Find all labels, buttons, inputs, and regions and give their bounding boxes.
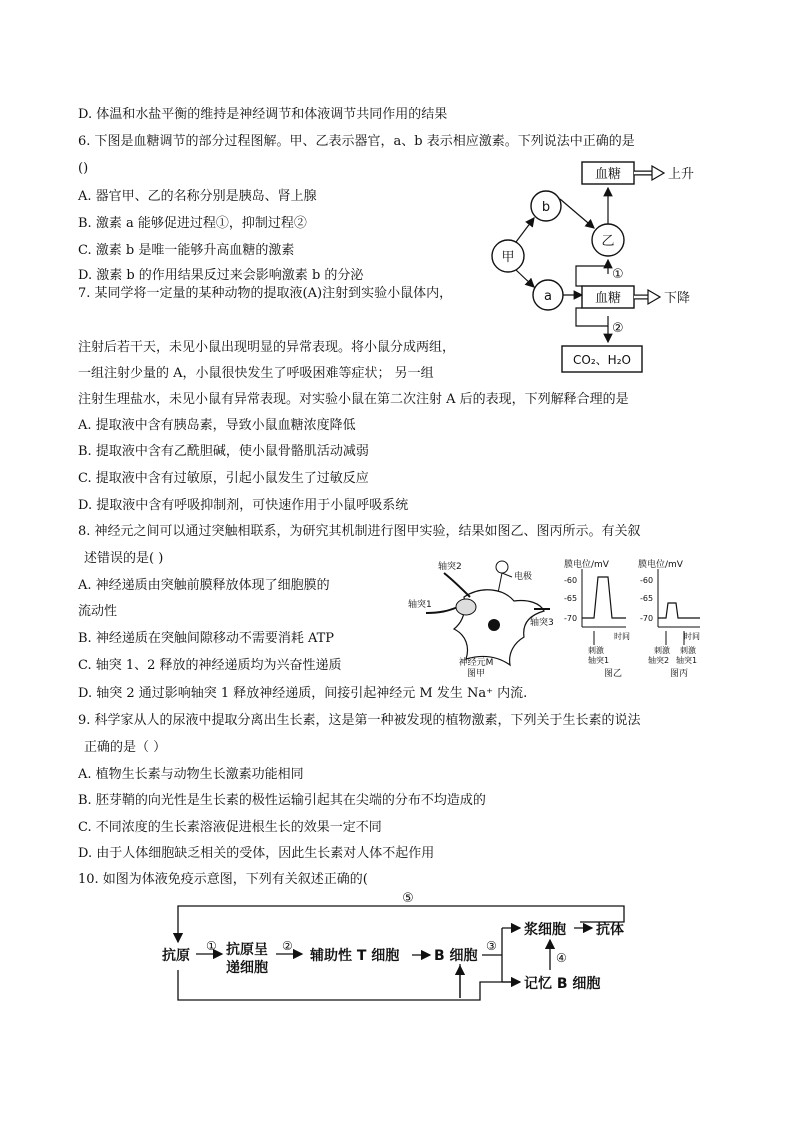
fig-c-stim-1: 刺激 xyxy=(654,646,670,655)
step1-immune-label: ① xyxy=(206,939,217,953)
fig-jia-label: 图甲 xyxy=(466,669,486,679)
fig-c-tick-60: -60 xyxy=(640,576,654,585)
q7-option-b: B. 提取液中含有乙酰胆碱，使小鼠骨骼肌活动减弱 xyxy=(78,444,369,459)
fig-b-trace xyxy=(582,577,626,618)
electrode-icon xyxy=(496,561,508,573)
fig-c-axon2: 轴突2 xyxy=(648,656,670,665)
hormone-b-label: b xyxy=(541,200,551,215)
electrode-label: 电极 xyxy=(514,572,533,582)
organ-yi-label: 乙 xyxy=(601,234,615,249)
fig-c-axon1: 轴突1 xyxy=(676,656,698,665)
q5-option-d: D. 体温和水盐平衡的维持是神经调节和体液调节共同作用的结果 xyxy=(78,107,448,122)
fall-arrow-icon xyxy=(648,290,660,304)
fig-b-tick-65: -65 xyxy=(564,594,578,603)
axon2-label: 轴突2 xyxy=(438,562,462,572)
q7-stem-2: 注射后若干天，未见小鼠出现明显的异常表现。将小鼠分成两组， xyxy=(78,340,456,355)
step2-label: ② xyxy=(612,321,624,336)
q6-option-c: C. 激素 b 是唯一能够升高血糖的激素 xyxy=(78,243,295,258)
fig-c-label: 图丙 xyxy=(670,669,689,679)
q9-option-b: B. 胚芽鞘的向光性是生长素的极性运输引起其在尖端的分布不均造成的 xyxy=(78,793,486,808)
apc-label-2: 递细胞 xyxy=(226,960,268,976)
b-cell-label: B 细胞 xyxy=(434,948,478,964)
q9-stem-1: 9. 科学家从人的尿液中提取分离出生长素，这是第一种被发现的植物激素，下列关于生长素的说法 xyxy=(78,713,641,728)
apc-label-1: 抗原呈 xyxy=(226,942,268,958)
glucose-regulation-diagram xyxy=(484,156,714,378)
q9-option-a: A. 植物生长素与动物生长激素功能相同 xyxy=(78,767,304,782)
q6-option-a: A. 器官甲、乙的名称分别是胰岛、肾上腺 xyxy=(78,189,317,204)
axon3-label: 轴突3 xyxy=(530,618,554,628)
fig-b-tick-60: -60 xyxy=(564,576,578,585)
step4-label: ④ xyxy=(556,951,567,965)
fig-c-tick-70: -70 xyxy=(640,614,654,623)
fig-c-tick-65: -65 xyxy=(640,594,654,603)
memory-b-label: 记忆 B 细胞 xyxy=(524,976,601,992)
fig-b-ylabel: 膜电位/mV xyxy=(564,560,609,570)
organ-jia-label: 甲 xyxy=(501,250,515,265)
q8-stem-2: 述错误的是( ) xyxy=(84,551,164,566)
step3-label: ③ xyxy=(486,939,497,953)
fig-c-stim-2: 刺激 xyxy=(680,646,696,655)
q7-option-c: C. 提取液中含有过敏原，引起小鼠发生了过敏反应 xyxy=(78,471,369,486)
axon1-label: 轴突1 xyxy=(408,600,432,610)
th-cell-label: 辅助性 T 细胞 xyxy=(310,948,400,964)
humoral-immunity-diagram xyxy=(160,888,680,1008)
neuron-m-label: 神经元M xyxy=(458,658,494,668)
rise-arrow-icon xyxy=(652,166,664,180)
step2-immune-label: ② xyxy=(282,939,293,953)
products-label: CO₂、H₂O xyxy=(573,353,631,367)
hormone-a-label: a xyxy=(544,289,552,304)
q8-option-a-cont: 流动性 xyxy=(78,604,118,619)
antigen-label: 抗原 xyxy=(162,948,190,964)
fig-c-trace xyxy=(658,603,700,618)
q7-stem-1: 7. 某同学将一定量的某种动物的提取液(A)注射到实验小鼠体内， xyxy=(78,286,453,301)
q8-option-d: D. 轴突 2 通过影响轴突 1 释放神经递质，间接引起神经元 M 发生 Na⁺ 内流. xyxy=(78,686,528,701)
q7-option-d: D. 提取液中含有呼吸抑制剂，可快速作用于小鼠呼吸系统 xyxy=(78,498,409,513)
fig-c-time: 时间 xyxy=(684,632,700,641)
q7-stem-3: 一组注射少量的 A，小鼠很快发生了呼吸困难等症状； 另一组 xyxy=(78,366,434,381)
q9-stem-2: 正确的是（ ） xyxy=(84,740,167,755)
q8-option-c: C. 轴突 1、2 释放的神经递质均为兴奋性递质 xyxy=(78,658,342,673)
synapse-experiment-diagram xyxy=(404,555,704,680)
q6-option-b: B. 激素 a 能够促进过程①，抑制过程② xyxy=(78,216,307,231)
fall-label: 下降 xyxy=(664,291,691,306)
q10-stem: 10. 如图为体液免疫示意图，下列有关叙述正确的( xyxy=(78,872,368,887)
step5-label: ⑤ xyxy=(402,891,414,906)
q8-stem-1: 8. 神经元之间可以通过突触相联系，为研究其机制进行图甲实验，结果如图乙、图丙所示。有关叙 xyxy=(78,524,641,539)
fig-b-axon1: 轴突1 xyxy=(588,656,610,665)
rise-label: 上升 xyxy=(668,167,695,182)
q7-option-a: A. 提取液中含有胰岛素，导致小鼠血糖浓度降低 xyxy=(78,418,356,433)
q8-option-b: B. 神经递质在突触间隙移动不需要消耗 ATP xyxy=(78,631,335,646)
plasma-cell-label: 浆细胞 xyxy=(524,922,566,938)
q7-stem-4: 注射生理盐水，未见小鼠有异常表现。对实验小鼠在第二次注射 A 后的表现，下列解释合理的是 xyxy=(78,392,629,407)
q6-paren: () xyxy=(78,161,89,176)
fig-b-stim: 刺激 xyxy=(588,646,604,655)
q9-option-c: C. 不同浓度的生长素溶液促进根生长的效果一定不同 xyxy=(78,820,382,835)
antibody-label: 抗体 xyxy=(596,922,624,938)
fig-b-label: 图乙 xyxy=(604,669,623,679)
q8-option-a: A. 神经递质由突触前膜释放体现了细胞膜的 xyxy=(78,578,330,593)
q6-option-d: D. 激素 b 的作用结果反过来会影响激素 b 的分泌 xyxy=(78,268,364,283)
nucleus-icon xyxy=(488,619,500,631)
fig-c-ylabel: 膜电位/mV xyxy=(638,560,683,570)
fig-b-tick-70: -70 xyxy=(564,614,578,623)
fig-b-time: 时间 xyxy=(614,632,630,641)
q9-option-d: D. 由于人体细胞缺乏相关的受体，因此生长素对人体不起作用 xyxy=(78,846,435,861)
blood-sugar-top-label: 血糖 xyxy=(594,167,622,182)
step1-label: ① xyxy=(612,267,624,282)
q6-stem: 6. 下图是血糖调节的部分过程图解。甲、乙表示器官，a、b 表示相应激素。下列说法中正确的是 xyxy=(78,134,635,149)
blood-sugar-mid-label: 血糖 xyxy=(594,291,622,306)
